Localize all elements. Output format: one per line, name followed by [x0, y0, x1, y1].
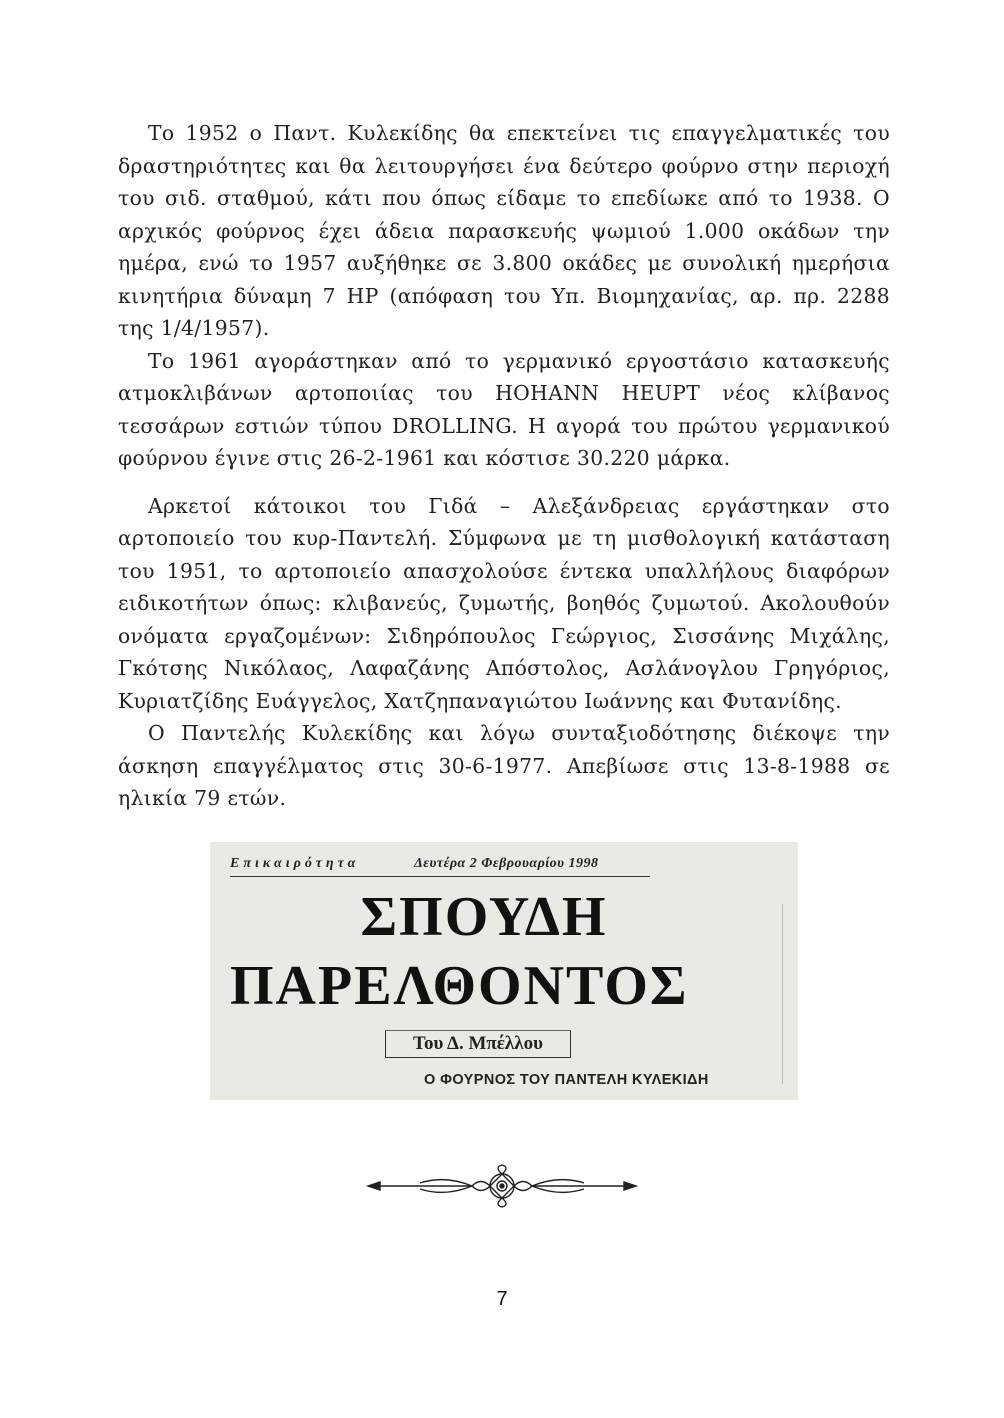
clipping-date: Δευτέρα 2 Φεβρουαρίου 1998 [414, 856, 599, 871]
paragraph: Το 1952 ο Παντ. Κυλεκίδης θα επεκτείνει τις επαγγελματικές του δραστηριότητες και θα λειτουργήσει ένα δεύτερο φούρνο στην περιοχή του σιδ. σταθμού, κάτι που όπως είδαμε το επεδίωκε από το 1938. Ο αρχικός φούρνος έχει άδεια παρασκευής ψωμιού 1.000 οκάδων την ημέρα, ενώ το 1957 αυξήθηκε σε 3.800 οκάδες με συνολική ημερήσια κινητήρια δύναμη 7 HP (απόφαση του Υπ. Βιομηχανίας, αρ. πρ. 2288 της 1/4/1957). [118, 121, 890, 340]
clipping-title-line1: ΣΠΟΥΔΗ [360, 886, 608, 948]
ornament-divider-icon [360, 1163, 644, 1209]
page-number: 7 [496, 1288, 508, 1310]
clipping-byline: Του Δ. Μπέλλου [385, 1030, 571, 1058]
paragraph: Το 1961 αγοράστηκαν από το γερμανικό εργοστάσιο κατασκευής ατμοκλιβάνων αρτοποιίας του HOHANN HEUPT νέος κλίβανος τεσσάρων εστιών τύπου DROLLING. Η αγορά του πρώτου γερμανικού φούρνου έγινε στις 26-2-1961 και κόστισε 30.220 μάρκα. [118, 348, 890, 470]
paragraph: Αρκετοί κάτοικοι του Γιδά – Αλεξάνδρειας εργάστηκαν στο αρτοποιείο του κυρ-Παντελή. Σύμφωνα με τη μισθολογική κατάσταση του 1951, το αρτοποιείο απασχολούσε έντεκα υπαλλήλους διαφόρων ειδικοτήτων όπως: κλιβανεύς, ζυμωτής, βοηθός ζυμωτού. Ακολουθούν ονόματα εργαζομένων: Σιδηρόπουλος Γεώργιος, Σισσάνης Μιχάλης, Γκότσης Νικόλαος, Λαφαζάνης Απόστολος, Ασλάνογλου Γρηγόριος, Κυριατζίδης Ευάγγελος, Χατζηπαναγιώτου Ιωάννης και Φυτανίδης. [118, 493, 890, 713]
clipping-section: Επικαιρότητα [230, 856, 360, 871]
clipping-subtitle: Ο ΦΟΥΡΝΟΣ ΤΟΥ ΠΑΝΤΕΛΗ ΚΥΛΕΚΙΔΗ [424, 1072, 709, 1088]
paragraph: Ο Παντελής Κυλεκίδης και λόγω συνταξιοδότησης διέκοψε την άσκηση επαγγέλματος στις 30-6-1977. Απεβίωσε στις 13-8-1988 σε ηλικία 79 ετών. [118, 721, 890, 810]
clipping-header [230, 856, 650, 877]
clipping-edge-line [782, 904, 783, 1084]
newspaper-clipping [210, 842, 798, 1100]
clipping-title-line2: ΠΑΡΕΛΘΟΝΤΟΣ [230, 955, 689, 1017]
body-text [118, 117, 890, 815]
